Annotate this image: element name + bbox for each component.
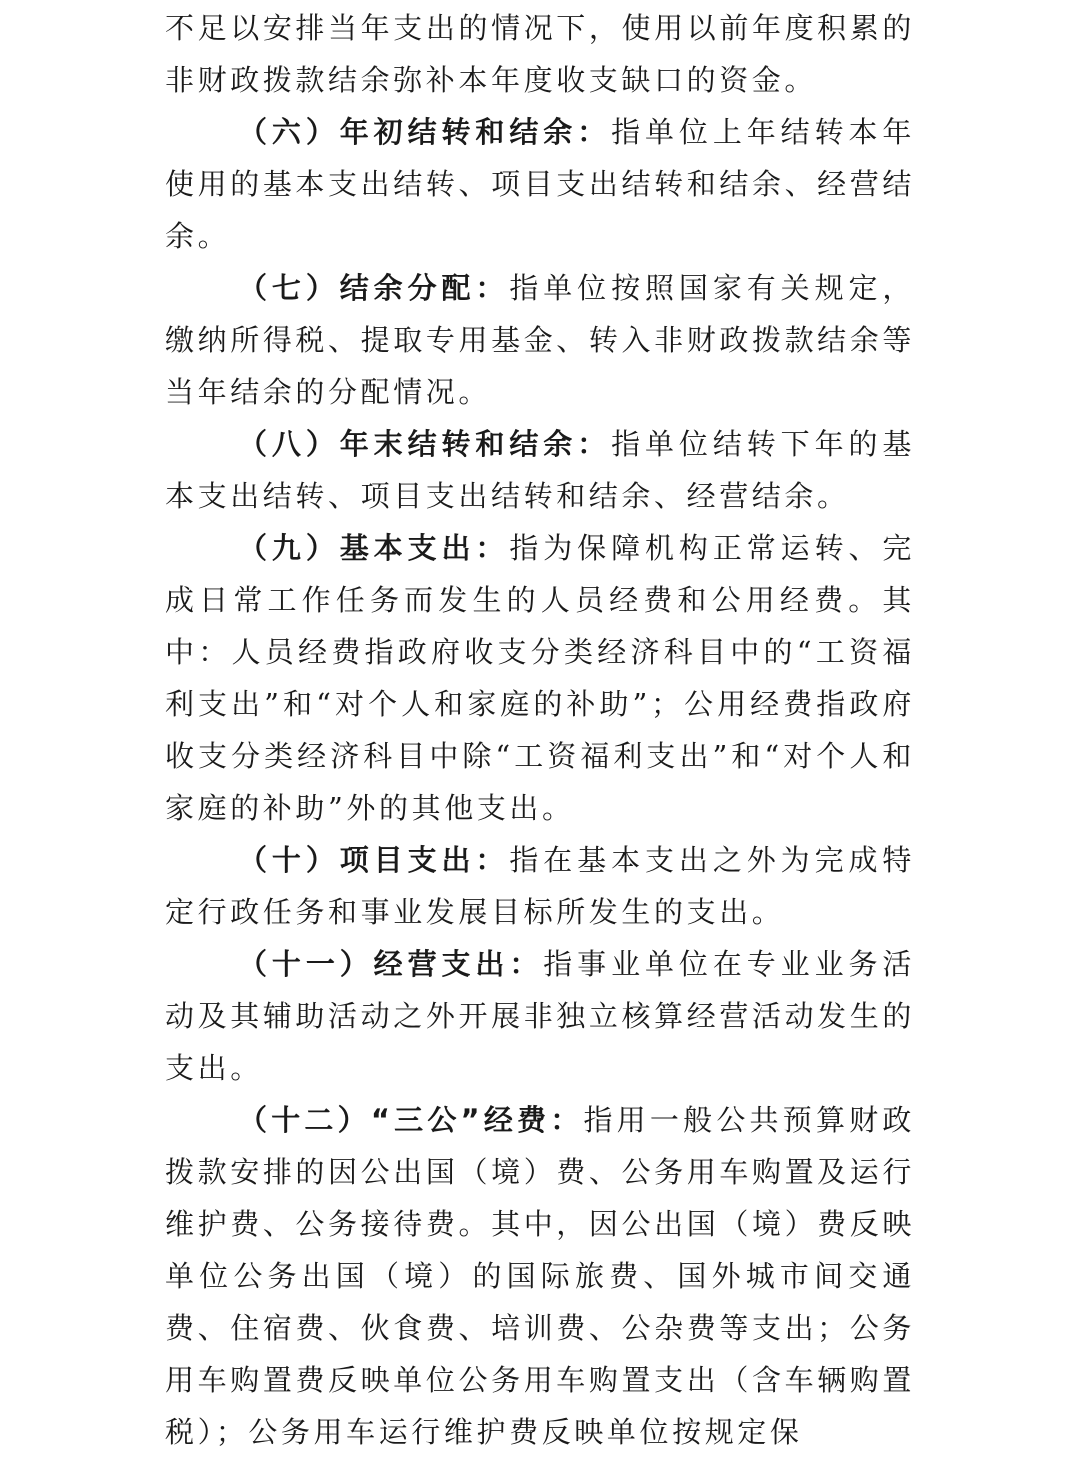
term-heading: （八）年末结转和结余： — [238, 427, 612, 461]
term-heading: （六）年初结转和结余： — [238, 115, 612, 149]
paragraph-text: 指单位上年结转本年使用的基本支出结转、项目支出结转和结余、经营结余。 — [165, 115, 915, 253]
term-heading: （七）结余分配： — [238, 271, 510, 305]
paragraph-item-10 — [165, 834, 915, 938]
paragraph-text: 指单位结转下年的基本支出结转、项目支出结转和结余、经营结余。 — [165, 427, 915, 513]
document-body — [165, 2, 915, 1458]
paragraph-continuation — [165, 2, 915, 106]
paragraph-text: 指用一般公共预算财政拨款安排的因公出国（境）费、公务用车购置及运行维护费、公务接待费。其中，因公出国（境）费反映单位公务出国（境）的国际旅费、国外城市间交通费、住宿费、伙食费、培训费、公杂费等支出；公务用车购置费反映单位公务用车购置支出（含车辆购置税）；公务用车运行维护费反映单位按规定保 — [165, 1103, 915, 1449]
term-heading: （九）基本支出： — [238, 531, 510, 565]
paragraph-text: 指单位按照国家有关规定，缴纳所得税、提取专用基金、转入非财政拨款结余等当年结余的分配情况。 — [165, 271, 915, 409]
paragraph-item-8 — [165, 418, 915, 522]
term-heading: （十二）“三公”经费： — [238, 1103, 584, 1137]
paragraph-item-9 — [165, 522, 915, 834]
paragraph-item-6 — [165, 106, 915, 262]
paragraph-text: 指为保障机构正常运转、完成日常工作任务而发生的人员经费和公用经费。其中：人员经费指政府收支分类经济科目中的“工资福利支出”和“对个人和家庭的补助”；公用经费指政府收支分类经济科目中除“工资福利支出”和“对个人和家庭的补助”外的其他支出。 — [165, 531, 915, 825]
paragraph-text: 指事业单位在专业业务活动及其辅助活动之外开展非独立核算经营活动发生的支出。 — [165, 947, 916, 1085]
paragraph-text: 指在基本支出之外为完成特定行政任务和事业发展目标所发生的支出。 — [165, 843, 915, 929]
term-heading: （十）项目支出： — [238, 843, 510, 877]
paragraph-item-12 — [165, 1094, 915, 1458]
term-heading: （十一）经营支出： — [238, 947, 544, 981]
paragraph-text: 不足以安排当年支出的情况下，使用以前年度积累的非财政拨款结余弥补本年度收支缺口的资金。 — [165, 11, 915, 97]
paragraph-item-11 — [165, 938, 915, 1094]
paragraph-item-7 — [165, 262, 915, 418]
